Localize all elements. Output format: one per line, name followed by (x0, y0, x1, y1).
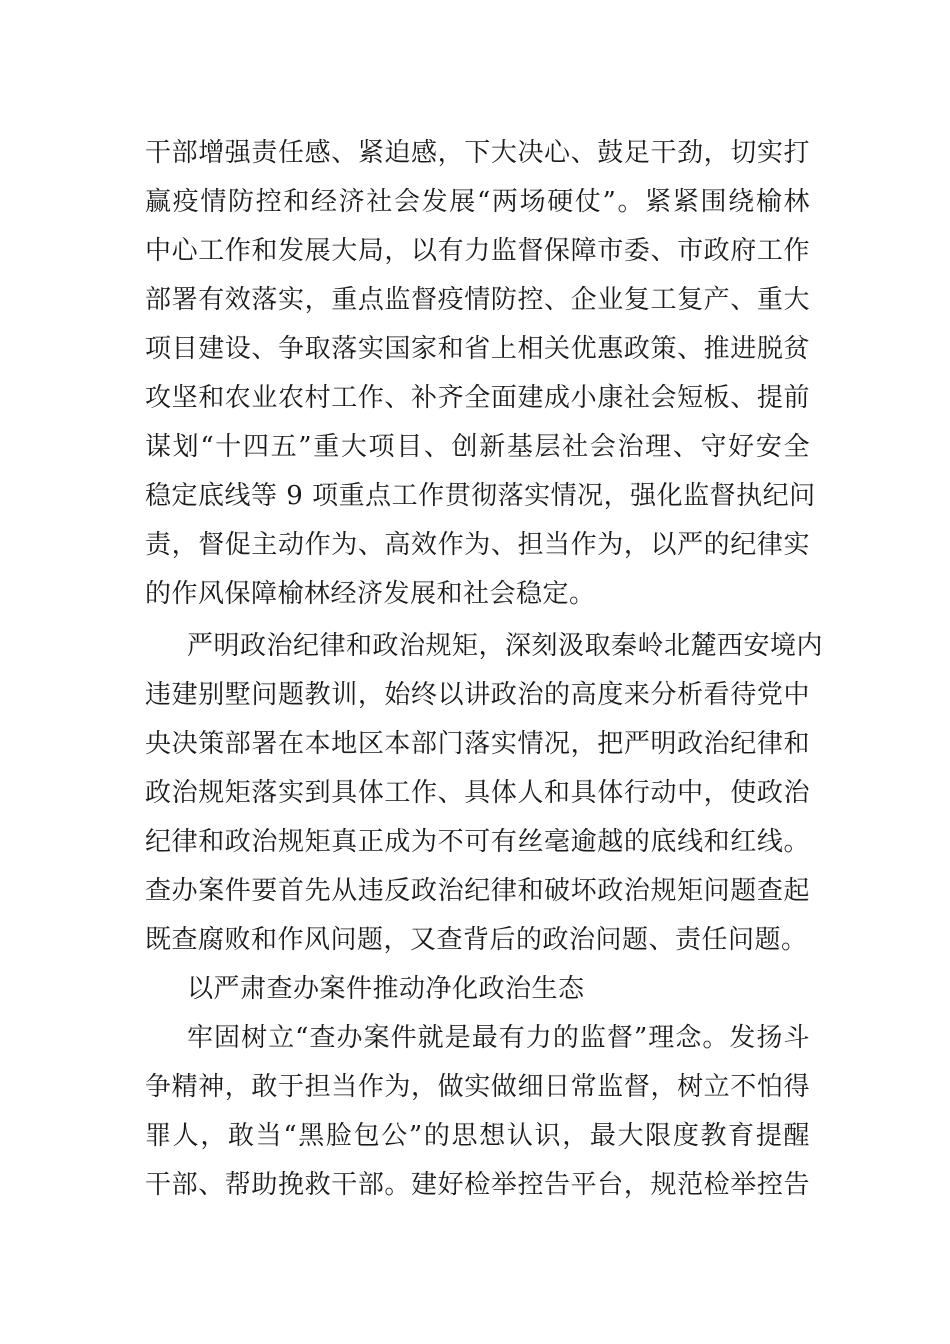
text-line: 纪律和政治规矩真正成为不可有丝毫逾越的底线和红线。 (145, 827, 810, 857)
text-line: 稳定底线等 9 项重点工作贯彻落实情况，强化监督执纪问 (145, 481, 816, 511)
text-line: 项目建设、争取落实国家和省上相关优惠政策、推进脱贫 (145, 334, 810, 364)
text-line: 谋划“十四五”重大项目、创新基层社会治理、守好安全 (145, 432, 810, 462)
text-line: 部署有效落实，重点监督疫情防控、企业复工复产、重大 (145, 285, 810, 315)
text-line: 干部增强责任感、紧迫感，下大决心、鼓足干劲，切实打 (145, 138, 810, 168)
text-line: 罪人，敢当“黑脸包公”的思想认识，最大限度教育提醒 (145, 1121, 810, 1151)
text-line: 违建别墅问题教训，始终以讲政治的高度来分析看待党中 (145, 680, 810, 710)
text-line: 干部、帮助挽救干部。建好检举控告平台，规范检举控告 (145, 1170, 810, 1200)
paragraph-first-line: 严明政治纪律和政治规矩，深刻汲取秦岭北麓西安境内 (187, 631, 824, 661)
paragraph-first-line: 牢固树立“查办案件就是最有力的监督”理念。发扬斗 (187, 1023, 810, 1053)
text-line: 中心工作和发展大局，以有力监督保障市委、市政府工作 (145, 236, 810, 266)
text-line: 争精神，敢于担当作为，做实做细日常监督，树立不怕得 (145, 1072, 810, 1102)
text-line: 攻坚和农业农村工作、补齐全面建成小康社会短板、提前 (145, 383, 810, 413)
section-heading: 以严肃查办案件推动净化政治生态 (187, 974, 585, 1004)
text-line: 政治规矩落实到具体工作、具体人和具体行动中，使政治 (145, 778, 810, 808)
text-line: 的作风保障榆林经济发展和社会稳定。 (145, 579, 596, 609)
text-line: 查办案件要首先从违反政治纪律和破坏政治规矩问题查起 (145, 876, 810, 906)
text-line: 既查腐败和作风问题，又查背后的政治问题、责任问题。 (145, 925, 808, 955)
text-line: 责，督促主动作为、高效作为、担当作为，以严的纪律实 (145, 530, 810, 560)
text-line: 赢疫情防控和经济社会发展“两场硬仗”。紧紧围绕榆林 (145, 187, 810, 217)
text-line: 央决策部署在本地区本部门落实情况，把严明政治纪律和 (145, 729, 810, 759)
